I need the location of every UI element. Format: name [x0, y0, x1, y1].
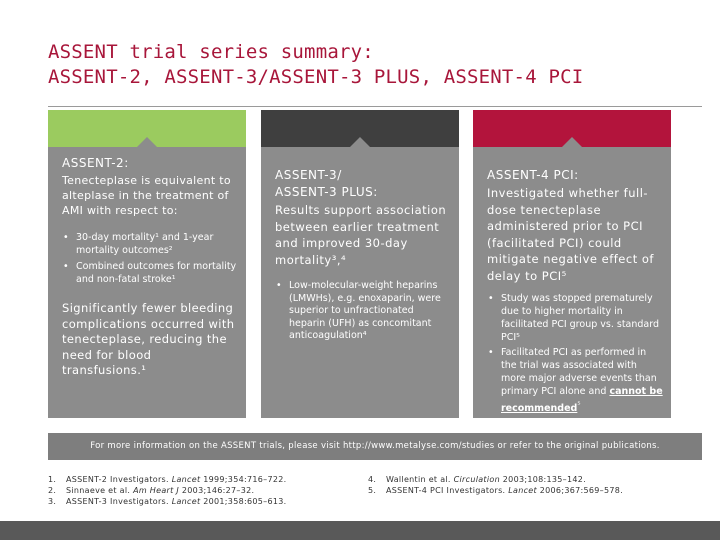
reference-citation: 2006;367:569–578.	[536, 486, 623, 495]
panel-bullets	[487, 292, 663, 415]
reference-journal: Lancet	[508, 486, 537, 495]
reference-journal: Lancet	[171, 475, 201, 484]
panel-text: Investigated whether full-dose tenecteplase administered prior to PCI (facilitated PCI) could mitigate negative effect of delay to PCI⁵	[487, 186, 654, 283]
reference-citation: 2003;146:27–32.	[179, 486, 255, 495]
emphasis-ref: ⁵	[577, 400, 581, 409]
reference-citation: 1999;354:716–722.	[200, 475, 287, 484]
assent-4-tab	[473, 110, 671, 147]
reference-item	[368, 485, 698, 496]
panel-bullets	[275, 280, 451, 343]
reference-author: ASSENT-2 Investigators.	[66, 475, 172, 484]
reference-author: ASSENT-4 PCI Investigators.	[386, 486, 509, 495]
panel-heading-line-1: ASSENT-3/	[275, 168, 342, 182]
reference-number: 2.	[48, 486, 57, 495]
reference-number: 3.	[48, 497, 57, 506]
info-bar: For more information on the ASSENT trials, please visit http://www.metalyse.com/studies or refer to the original publications.	[48, 433, 702, 460]
reference-item	[48, 485, 348, 496]
panel-heading: ASSENT-4 PCI:	[487, 168, 579, 182]
reference-item	[48, 496, 348, 507]
list-item: • Study was stopped prematurely due to higher mortality in facilitated PCI group vs. standard PCI⁵	[487, 292, 663, 344]
reference-citation: 2003;108:135–142.	[499, 475, 586, 484]
panel-text: Results support association between earlier treatment and improved 30-day mortality³,⁴	[275, 203, 447, 267]
assent-3-panel	[261, 147, 459, 418]
reference-number: 4.	[368, 475, 377, 484]
panel-footer: Significantly fewer bleeding complications occurred with tenecteplase, reducing the need for blood transfusions.¹	[62, 301, 235, 377]
reference-item	[48, 474, 348, 485]
panel-heading-line-2: ASSENT-3 PLUS:	[275, 185, 378, 199]
reference-author: Wallentin et al.	[386, 475, 454, 484]
reference-journal: Am Heart J	[133, 486, 180, 495]
emphasis-text: cannot be recommended	[501, 386, 663, 415]
list-item	[487, 346, 663, 415]
assent-2-panel	[48, 147, 246, 418]
reference-number: 1.	[48, 475, 57, 484]
assent-2-tab	[48, 110, 246, 147]
slide-title	[48, 40, 698, 90]
reference-journal: Lancet	[171, 497, 201, 506]
reference-item	[368, 474, 698, 485]
title-line-1: ASSENT trial series summary:	[48, 41, 374, 63]
tab-notch	[350, 137, 370, 147]
panel-bullets	[62, 232, 238, 286]
assent-4-panel	[473, 147, 671, 418]
title-divider	[48, 106, 702, 107]
reference-citation: 2001;358:605–613.	[200, 497, 287, 506]
reference-author: ASSENT-3 Investigators.	[66, 497, 172, 506]
panel-text: Tenecteplase is equivalent to alteplase in the treatment of AMI with respect to:	[62, 174, 231, 217]
list-item: • Low-molecular-weight heparins (LMWHs), e.g. enoxaparin, were superior to unfractionated heparin (UFH) as concomitant anticoagulation⁴	[275, 280, 451, 343]
list-item: • 30-day mortality¹ and 1-year mortality outcomes²	[62, 232, 238, 257]
title-line-2: ASSENT-2, ASSENT-3/ASSENT-3 PLUS, ASSENT-4 PCI	[48, 66, 584, 88]
assent-3-tab	[261, 110, 459, 147]
references-right	[368, 474, 698, 496]
reference-author: Sinnaeve et al.	[66, 486, 134, 495]
list-item: • Combined outcomes for mortality and non-fatal stroke¹	[62, 261, 238, 286]
tab-notch	[137, 137, 157, 147]
tab-notch	[562, 137, 582, 147]
bottom-bar	[0, 521, 720, 540]
reference-journal: Circulation	[453, 475, 500, 484]
references-left	[48, 474, 348, 507]
list-item-text: Facilitated PCI as performed in the trial was associated with more major adverse events than primary PCI alone and	[501, 347, 657, 397]
panel-heading: ASSENT-2:	[62, 156, 129, 170]
reference-number: 5.	[368, 486, 377, 495]
